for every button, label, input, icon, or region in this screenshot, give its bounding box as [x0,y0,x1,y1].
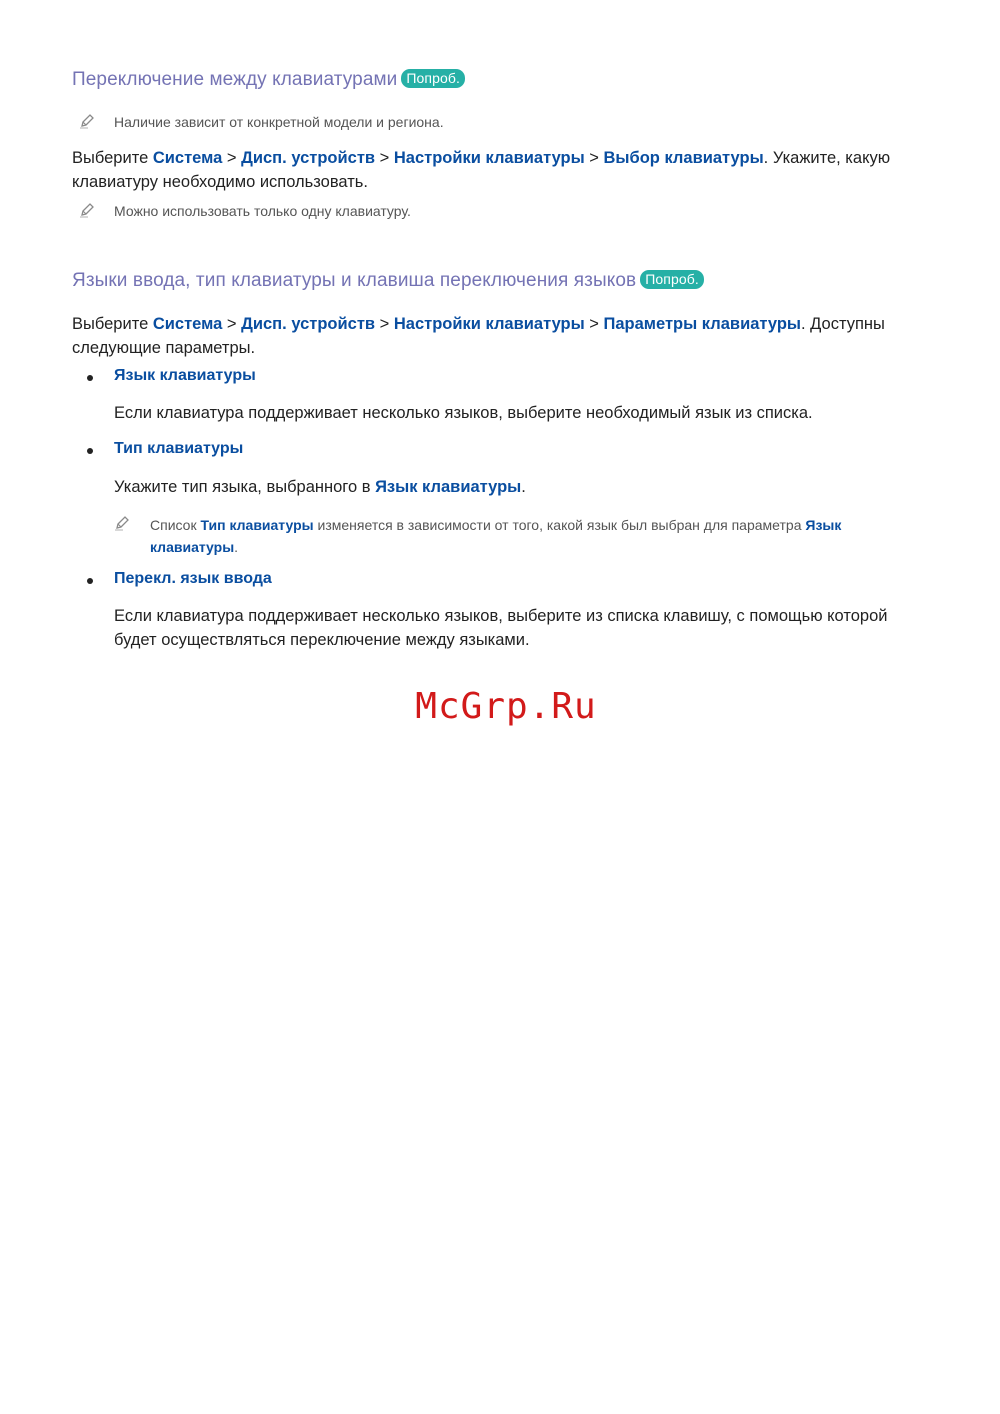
separator: > [584,149,604,167]
bullet-dot [87,578,93,584]
text: Выберите [72,149,153,167]
pencil-icon [113,514,131,532]
instruction-paragraph [72,146,932,194]
bullet-dot [87,448,93,454]
menu-path-keyboard-settings[interactable]: Настройки клавиатуры [393,315,585,333]
menu-path-keyboard-settings[interactable]: Настройки клавиатуры [393,149,585,167]
separator: > [375,315,394,333]
link-keyboard-language[interactable]: Язык клавиатуры [375,478,522,496]
menu-path-system[interactable]: Система [152,315,223,333]
menu-path-display[interactable]: Дисп. устройств [241,315,376,333]
try-badge[interactable]: Попроб. [401,69,465,88]
separator: > [375,149,394,167]
option-keyboard-language[interactable]: Язык клавиатуры [114,367,256,384]
menu-path-keyboard-options[interactable]: Параметры клавиатуры [603,315,802,333]
option-description [114,475,924,499]
separator: > [584,315,604,333]
section-heading-input-languages [72,270,704,292]
note-text: Наличие зависит от конкретной модели и региона. [114,114,444,130]
menu-path-keyboard-select[interactable]: Выбор клавиатуры [603,149,764,167]
separator: > [222,149,242,167]
option-keyboard-type[interactable]: Тип клавиатуры [114,440,244,457]
text: изменяется в зависимости от того, какой язык был выбран для параметра [313,517,806,533]
text: . [234,539,239,555]
section-heading-keyboard-switch [72,69,465,91]
menu-path-system[interactable]: Система [152,149,223,167]
option-description: Если клавиатура поддерживает несколько языков, выберите из списка клавишу, с помощью которой будет осуществляться переключение между языками. [114,607,888,649]
heading-text: Языки ввода, тип клавиатуры и клавиша переключения языков [72,270,637,291]
note-text [150,514,900,558]
text: . Доступны следующие параметры. [72,315,885,357]
pencil-icon [78,201,96,219]
instruction-paragraph [72,312,932,360]
note-text: Можно использовать только одну клавиатуру. [114,203,411,219]
menu-path-display[interactable]: Дисп. устройств [241,149,376,167]
heading-text: Переключение между клавиатурами [72,69,398,90]
separator: > [222,315,242,333]
text: . [521,478,526,496]
text: Выберите [72,315,153,333]
text: . Укажите, какую клавиатуру необходимо использовать. [72,149,891,191]
pencil-icon [78,112,96,130]
try-badge[interactable]: Попроб. [640,270,704,289]
link-keyboard-language[interactable]: Язык клавиатуры [150,517,842,555]
option-description: Если клавиатура поддерживает несколько языков, выберите необходимый язык из списка. [114,404,813,422]
bullet-dot [87,375,93,381]
text: Укажите тип языка, выбранного в [114,478,376,496]
link-keyboard-type[interactable]: Тип клавиатуры [200,517,314,533]
watermark-logo: McGrp.Ru [415,686,597,727]
option-switch-input-language[interactable]: Перекл. язык ввода [114,570,272,587]
text: Список [150,517,201,533]
